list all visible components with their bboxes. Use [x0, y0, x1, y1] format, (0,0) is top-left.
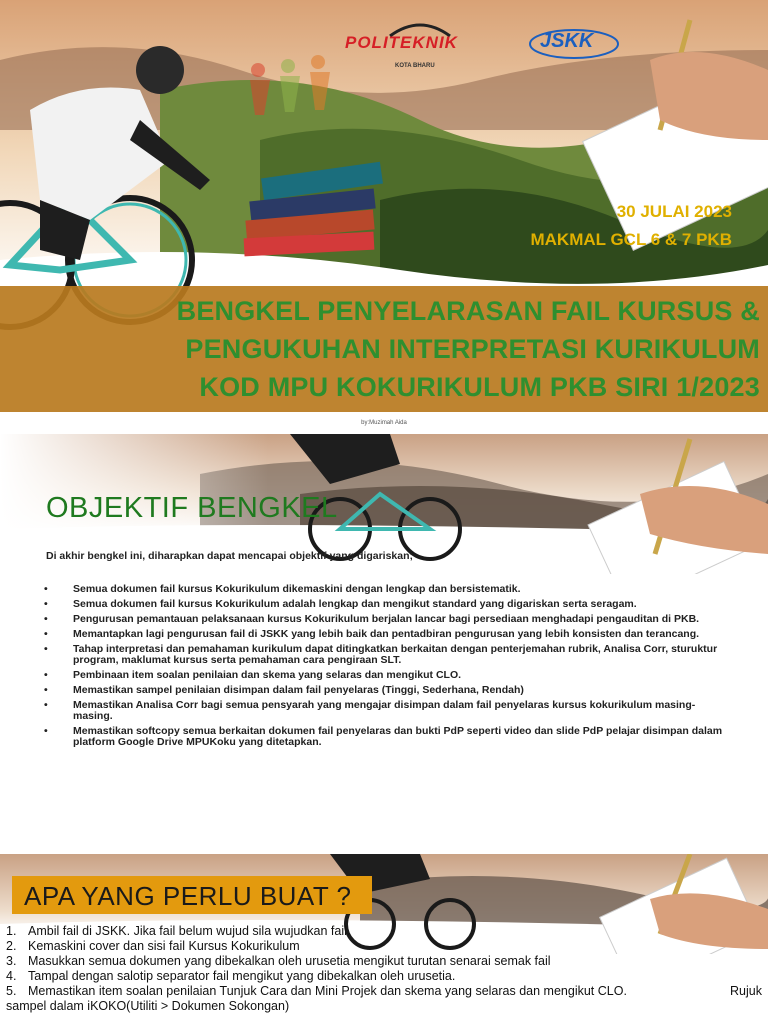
list-item: • Memastikan softcopy semua berkaitan dokumen fail penyelaras dan bukti PdP seperti video dan slide PdP pelajar disimpan dalam platform Google Drive MPUKoku yang ditetapkan. — [44, 726, 734, 748]
section-heading: APA YANG PERLU BUAT ? — [24, 881, 352, 911]
list-item-number: 4. — [6, 969, 17, 983]
event-info — [530, 198, 732, 254]
list-item — [6, 939, 762, 954]
slide-footer-credit: by:Muzimah Aida — [361, 420, 407, 426]
title-line: KOD MPU KOKURIKULUM PKB SIRI 1/2023 — [199, 372, 760, 402]
politeknik-logo-subtext: KOTA BHARU — [395, 63, 435, 69]
event-venue: MAKMAL GCL 6 & 7 PKB — [530, 230, 732, 249]
reference-label: Rujuk — [730, 984, 762, 998]
list-item — [6, 984, 762, 999]
list-item-text: Tampal dengan salotip separator fail mengikut yang dibekalkan oleh urusetia. — [28, 969, 456, 983]
list-item-text: Kemaskini cover dan sisi fail Kursus Kokurikulum — [28, 939, 300, 953]
section-intro: Di akhir bengkel ini, diharapkan dapat mencapai objektif yang digariskan; — [46, 550, 414, 562]
list-item — [6, 999, 762, 1014]
list-item-number: 5. — [6, 984, 17, 998]
list-item-text: Masukkan semua dokumen yang dibekalkan oleh urusetia mengikut turutan senarai semak fail — [28, 954, 551, 968]
objectives-list — [44, 584, 734, 752]
list-item-text: Ambil fail di JSKK. Jika fail belum wujud sila wujudkan fail. — [28, 924, 351, 938]
section-heading: OBJEKTIF BENGKEL — [46, 492, 338, 524]
list-item: • Pembinaan item soalan penilaian dan skema yang selaras dan mengikut CLO. — [44, 670, 734, 681]
title-line: PENGUKUHAN INTERPRETASI KURIKULUM — [185, 334, 760, 364]
slide-title — [0, 0, 768, 432]
list-item-text: sampel dalam iKOKO(Utiliti > Dokumen Sokongan) — [6, 999, 290, 1013]
slide-main-title — [140, 292, 760, 406]
list-item-number: 1. — [6, 924, 17, 938]
politeknik-logo-text: POLITEKNIK — [345, 33, 458, 52]
list-item: • Memantapkan lagi pengurusan fail di JSKK yang lebih baik dan pentadbiran pengurusan yang lebih konsisten dan terancang. — [44, 629, 734, 640]
list-item: • Semua dokumen fail kursus Kokurikulum adalah lengkap dan mengikut standard yang digariskan serta seragam. — [44, 599, 734, 610]
jskk-logo-text: JSKK — [540, 30, 594, 52]
list-item: • Semua dokumen fail kursus Kokurikulum dikemaskini dengan lengkap dan bersistematik. — [44, 584, 734, 595]
slide-objectives — [0, 434, 768, 844]
list-item — [6, 954, 762, 969]
event-date: 30 JULAI 2023 — [616, 202, 732, 221]
list-item: • Memastikan Analisa Corr bagi semua pensyarah yang mengajar disimpan dalam fail penyelaras kursus kokurikulum masing-masing. — [44, 700, 734, 722]
list-item: • Memastikan sampel penilaian disimpan dalam fail penyelaras (Tinggi, Sederhana, Rendah) — [44, 685, 734, 696]
list-item-number: 3. — [6, 954, 17, 968]
list-item: • Pengurusan pemantauan pelaksanaan kursus Kokurikulum berjalan lancar bagi persediaan menghadapi pengauditan di PKB. — [44, 614, 734, 625]
list-item — [6, 969, 762, 984]
title-line: BENGKEL PENYELARASAN FAIL KURSUS & — [176, 296, 760, 326]
action-steps-list — [6, 924, 762, 1014]
list-item — [6, 924, 762, 939]
slide-action-items — [0, 846, 768, 1024]
list-item: • Tahap interpretasi dan pemahaman kurikulum dapat ditingkatkan berkaitan dengan penterjemahan rubrik, Analisa Corr, sturuktur program, maklumat kursus serta pemahaman cara pengiraan SLT. — [44, 644, 734, 666]
list-item-text: Memastikan item soalan penilaian Tunjuk Cara dan Mini Projek dan skema yang selaras dan mengikut CLO. — [28, 984, 627, 998]
list-item-number: 2. — [6, 939, 17, 953]
